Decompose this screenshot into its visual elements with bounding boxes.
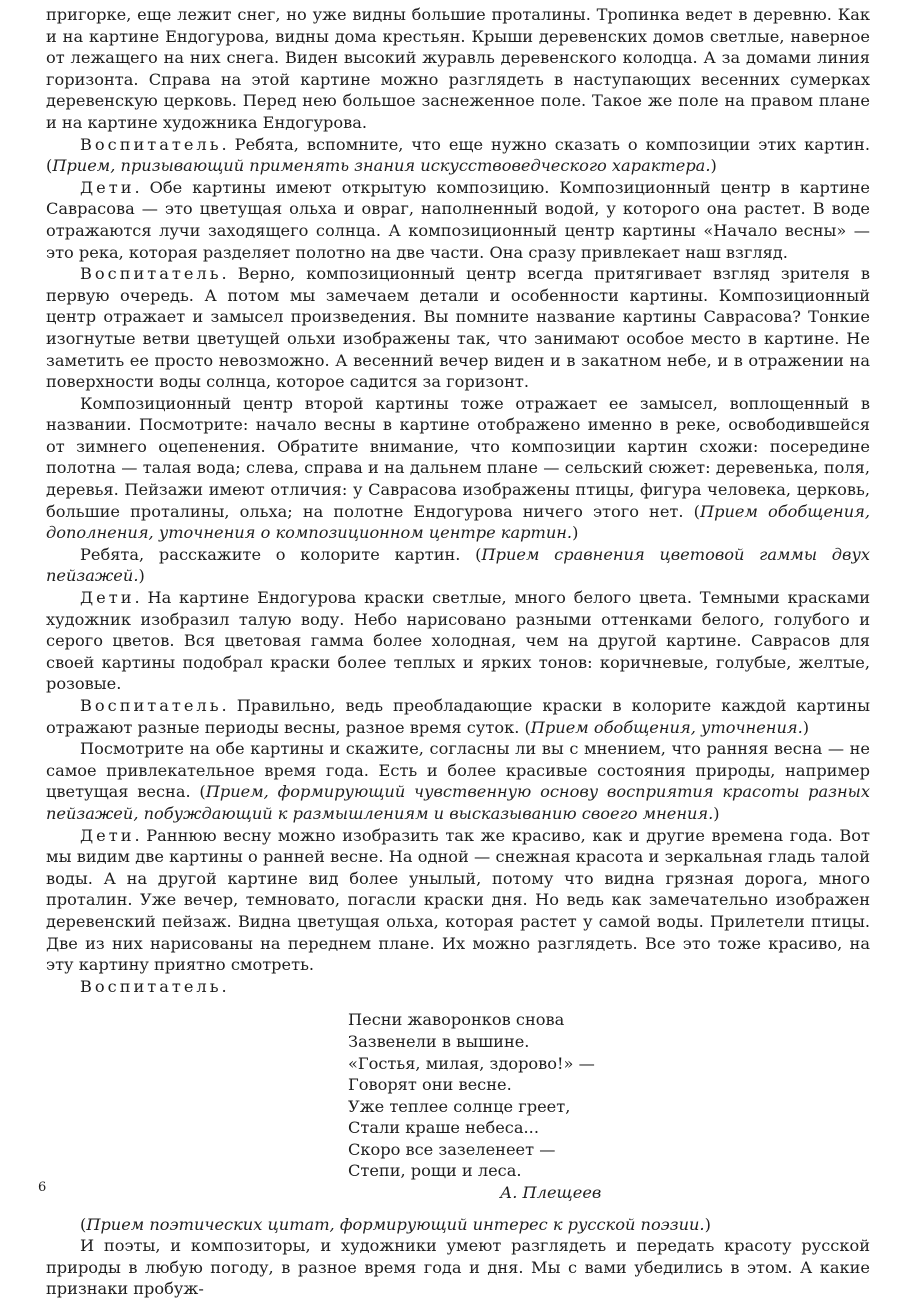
poem-line: Скоро все зазеленеет — xyxy=(348,1139,556,1159)
poem-line: Песни жаворонков снова xyxy=(348,1010,565,1030)
poem xyxy=(348,1009,870,1182)
paragraph: Воспитатель. Правильно, ведь преобладающие краски в колорите каждой картины отражают разные периоды весны, разное время суток. (Прием обобщения, уточнения.) xyxy=(46,696,870,737)
closing-text xyxy=(46,1214,870,1300)
page-number: 6 xyxy=(38,1180,47,1195)
paragraph: Воспитатель. Верно, композиционный центр всегда притягивает взгляд зрителя в первую очередь. А потом мы замечаем детали и особенности картины. Композиционный центр отражает и замысел произведения. Вы помните название картины Саврасова? Тонкие изогнутые ветви цветущей ольхи изображены так, что занимают особое место в картине. Не заметить ее просто невозможно. А весенний вечер виден и в закатном небе, и в отражении на поверхности воды солнца, которое садится за горизонт. xyxy=(46,264,870,392)
paragraph: Ребята, расскажите о колорите картин. (Прием сравнения цветовой гаммы двух пейзажей.) xyxy=(46,544,870,586)
paragraph: Дети. На картине Ендогурова краски светлые, много белого цвета. Темными красками художник изобразил талую воду. Небо нарисовано разными оттенками белого, голубого и серого цветов. Вся цветовая гамма более холодная, чем на другой картине. Саврасов для своей картины подобрал краски более теплых и ярких тонов: коричневые, голубые, желтые, розовые. xyxy=(46,588,870,694)
poem-author: А. Плещеев xyxy=(500,1183,602,1203)
paragraph: Композиционный центр второй картины тоже отражает ее замысел, воплощенный в названии. Посмотрите: начало весны в картине отображено именно в реке, освободившейся от зимнего оцепенения. Обратите внимание, что композиции картин схожи: посередине полотна — талая вода; слева, справа и на дальнем плане — сельский сюжет: деревенька, поля, деревья. Пейзажи имеют отличия: у Саврасова изображены птицы, фигура человека, церковь, большие проталины, ольха; на полотне Ендогурова ничего этого нет. (Прием обобщения, дополнения, уточнения о композиционном центре картин.) xyxy=(46,393,870,543)
poem-line: «Гостья, милая, здорово!» — xyxy=(348,1053,595,1073)
poem-line: Степи, рощи и леса. xyxy=(348,1161,522,1181)
paragraph: Дети. Раннюю весну можно изобразить так же красиво, как и другие времена года. Вот мы видим две картины о ранней весне. На одной — снежная красота и зеркальная гладь талой воды. А на другой картине вид более унылый, потому что видна грязная дорога, много проталин. Уже вечер, темновато, погасли краски дня. Но ведь как замечательно изображен деревенский пейзаж. Видна цветущая ольха, которая растет у самой воды. Прилетели птицы. Две из них нарисованы на переднем плане. Их можно разглядеть. Все это тоже красиво, на эту картину приятно смотреть. xyxy=(46,825,870,975)
paragraph: Воспитатель. Ребята, вспомните, что еще нужно сказать о композиции этих картин. (Прием, призывающий применять знания искусствоведческого характера.) xyxy=(46,134,870,176)
paragraph: Дети. Обе картины имеют открытую композицию. Композиционный центр в картине Саврасова — это цветущая ольха и овраг, наполненный водой, у которого она растет. В воде отражаются лучи заходящего солнца. А композиционный центр картины «Начало весны» — это река, которая разделяет полотно на две части. Она сразу привлекает наш взгляд. xyxy=(46,177,870,262)
paragraph: пригорке, еще лежит снег, но уже видны большие проталины. Тропинка ведет в деревню. Как и на картине Ендогурова, видны дома крестьян. Крыши деревенских домов светлые, наверное от лежащего на них снега. Виден высокий журавль деревенского колодца. А за домами линия горизонта. Справа на этой картине можно разглядеть в наступающих весенних сумерках деревенскую церковь. Перед нею большое заснеженное поле. Такое же поле на правом плане и на картине художника Ендогурова. xyxy=(46,5,870,132)
poem-line: Зазвенели в вышине. xyxy=(348,1031,530,1051)
paragraph: (Прием поэтических цитат, формирующий интерес к русской поэзии.) xyxy=(80,1214,711,1234)
main-text xyxy=(46,4,870,997)
poem-line: Стали краше небеса... xyxy=(348,1118,539,1138)
poem-line: Уже теплее солнце греет, xyxy=(348,1096,571,1116)
poem-line: Говорят они весне. xyxy=(348,1075,512,1095)
paragraph: Посмотрите на обе картины и скажите, согласны ли вы с мнением, что ранняя весна — не самое привлекательное время года. Есть и более красивые состояния природы, например цветущая весна. (Прием, формирующий чувственную основу восприятия красоты разных пейзажей, побуждающий к размышлениям и высказыванию своего мнения.) xyxy=(46,739,870,823)
paragraph: И поэты, и композиторы, и художники умеют разглядеть и передать красоту русской природы в любую погоду, в разное время года и дня. Мы с вами убедились в этом. А какие признаки пробуж- xyxy=(46,1236,870,1299)
paragraph: Воспитатель. xyxy=(80,976,227,996)
